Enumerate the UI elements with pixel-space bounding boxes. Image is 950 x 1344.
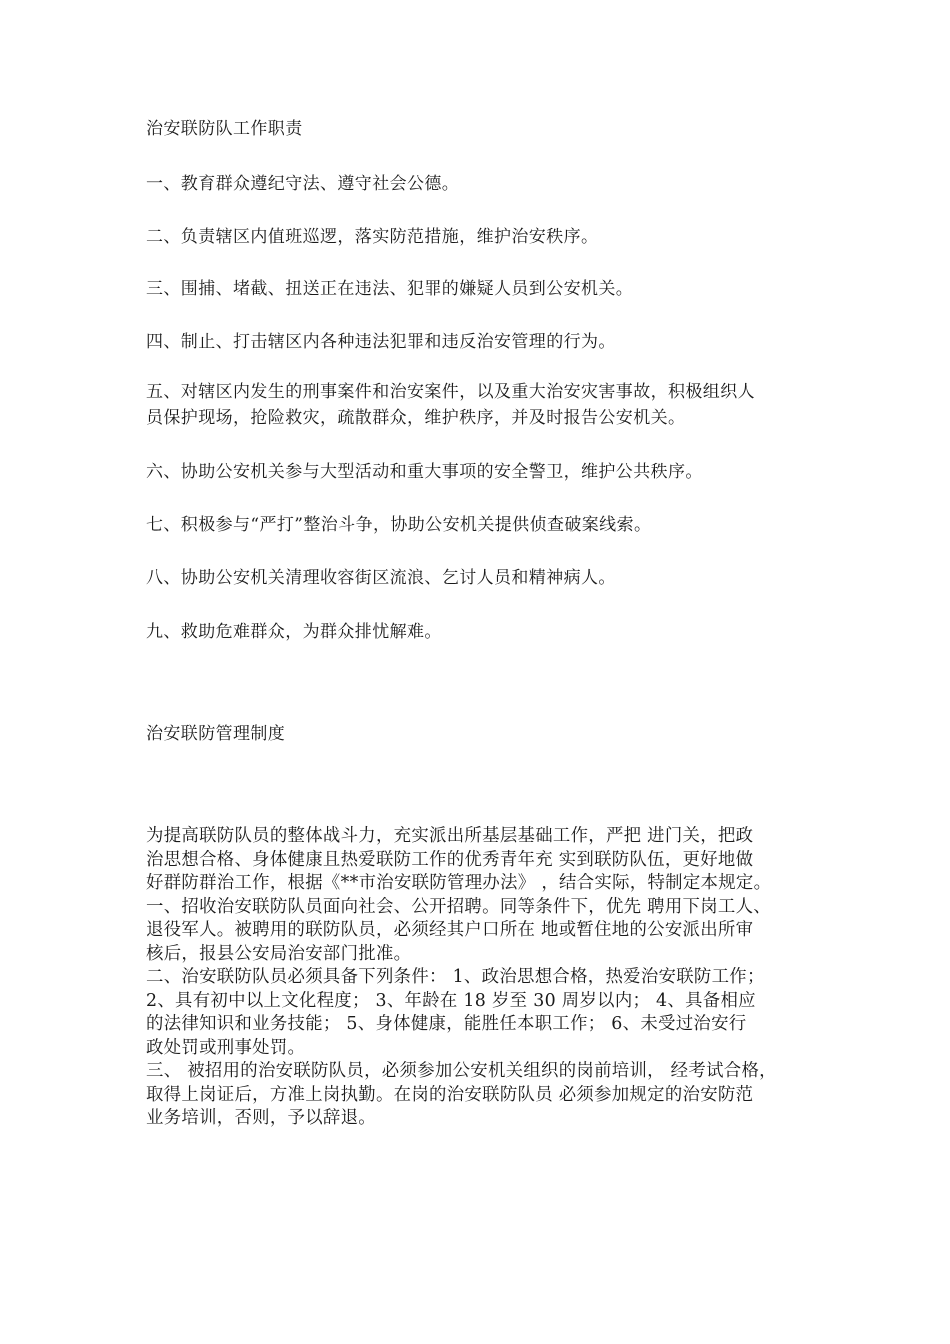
body-line: 核后，报县公安局治安部门批准。 — [146, 943, 412, 964]
body-line: 政处罚或刑事处罚。 — [146, 1037, 306, 1058]
duty-item-6: 六、协助公安机关参与大型活动和重大事项的安全警卫，维护公共秩序。 — [146, 462, 703, 482]
duty-item-1: 一、教育群众遵纪守法、遵守社会公德。 — [146, 174, 460, 194]
duty-item-7: 七、积极参与“严打”整治斗争，协助公安机关提供侦查破案线索。 — [146, 515, 652, 535]
duty-item-8: 八、协助公安机关清理收容街区流浪、乞讨人员和精神病人。 — [146, 568, 616, 588]
body-line: 退役军人。被聘用的联防队员，必须经其户口所在 地或暂住地的公安派出所审 — [146, 920, 754, 940]
section2-title: 治安联防管理制度 — [146, 724, 286, 744]
duty-item-5-line1: 五、对辖区内发生的刑事案件和治安案件，以及重大治安灾害事故，积极组织人 — [146, 382, 755, 402]
duty-item-4: 四、制止、打击辖区内各种违法犯罪和违反治安管理的行为。 — [146, 332, 616, 352]
body-line: 业务培训，否则，予以辞退。 — [146, 1108, 376, 1128]
body-line: 三、 被招用的治安联防队员，必须参加公安机关组织的岗前培训， 经考试合格， — [146, 1061, 777, 1081]
body-line: 的法律知识和业务技能； 5、身体健康，能胜任本职工作； 6、未受过治安行 — [146, 1014, 747, 1034]
duty-item-9: 九、救助危难群众，为群众排忧解难。 — [146, 622, 442, 642]
body-line: 2、具有初中以上文化程度； 3、年龄在 18 岁至 30 周岁以内； 4、具备相应 — [146, 990, 756, 1011]
duty-item-2: 二、负责辖区内值班巡逻，落实防范措施，维护治安秩序。 — [146, 227, 599, 247]
duty-item-5-line2: 员保护现场，抢险救灾，疏散群众，维护秩序，并及时报告公安机关。 — [146, 408, 686, 428]
body-line: 好群防群治工作，根据《**市治安联防管理办法》 ，结合实际，特制定本规定。 — [146, 873, 772, 893]
body-line: 取得上岗证后，方准上岗执勤。在岗的治安联防队员 必须参加规定的治安防范 — [146, 1084, 754, 1105]
body-line: 一、招收治安联防队员面向社会、公开招聘。同等条件下，优先 聘用下岗工人、 — [146, 896, 772, 917]
body-line: 为提高联防队员的整体战斗力，充实派出所基层基础工作，严把 进门关，把政 — [146, 826, 754, 846]
duty-item-3: 三、围捕、堵截、扭送正在违法、犯罪的嫌疑人员到公安机关。 — [146, 279, 634, 299]
section2-body — [146, 825, 810, 1131]
section1-title: 治安联防队工作职责 — [146, 119, 303, 139]
body-line: 治思想合格、身体健康且热爱联防工作的优秀青年充 实到联防队伍，更好地做 — [146, 849, 754, 870]
body-line: 二、治安联防队员必须具备下列条件： 1、政治思想合格，热爱治安联防工作； — [146, 967, 765, 987]
